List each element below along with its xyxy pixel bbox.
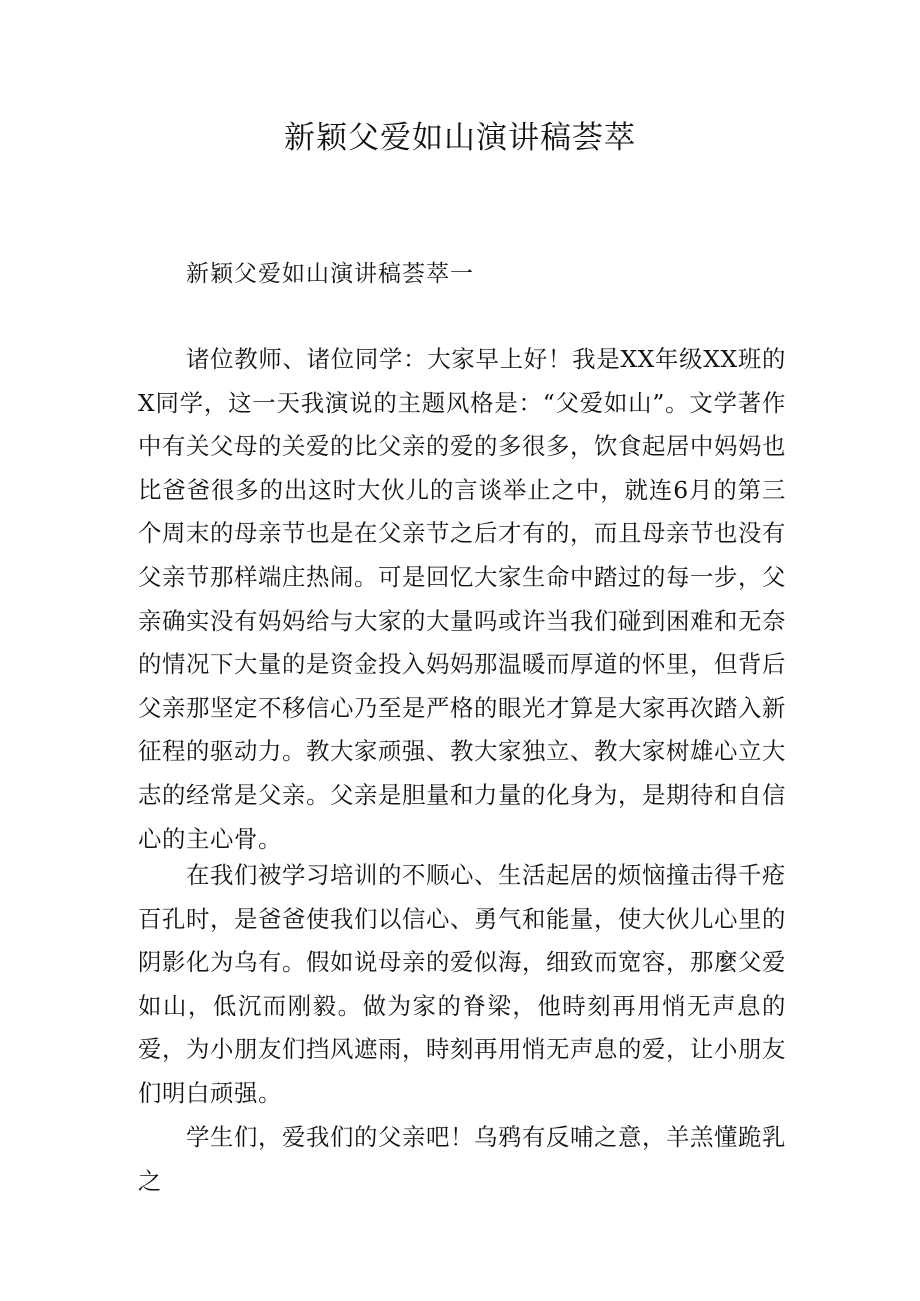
paragraph-3: 学生们，爱我们的父亲吧！乌鸦有反哺之意，羊羔懂跪乳之 (138, 1123, 786, 1195)
paragraph-2: 在我们被学习培训的不顺心、生活起居的烦恼撞击得千疮百孔时，是爸爸使我们以信心、勇气和能量，使大伙儿心里的阴影化为乌有。假如说母亲的爱似海，细致而宽容，那麼父爱如山，低沉而刚毅。做为家的脊梁，他時刻再用悄无声息的爱，为小朋友们挡风遮雨，時刻再用悄无声息的爱，让小朋友们明白顽强。 (138, 861, 786, 1107)
paragraph-1: 诸位教师、诸位同学：大家早上好！我是XX年级XX班的X同学，这一天我演说的主题风格是：“父爱如山”。文学著作中有关父母的关爱的比父亲的爱的多很多，饮食起居中妈妈也比爸爸很多的出这时大伙儿的言谈举止之中，就连6月的第三个周末的母亲节也是在父亲节之后才有的，而且母亲节也没有父亲节那样端庄热闹。可是回忆大家生命中踏过的每一步，父亲确实没有妈妈给与大家的大量吗或许当我们碰到困难和无奈的情况下大量的是资金投入妈妈那温暖而厚道的怀里，但背后父亲那坚定不移信心乃至是严格的眼光才算是大家再次踏入新征程的驱动力。教大家顽强、教大家独立、教大家树雄心立大志的经常是父亲。父亲是胆量和力量的化身为，是期待和自信心的主心骨。 (138, 345, 786, 853)
document-title: 新颖父爱如山演讲稿荟萃 (284, 120, 636, 156)
section-heading: 新颖父爱如山演讲稿荟萃一 (186, 261, 474, 287)
